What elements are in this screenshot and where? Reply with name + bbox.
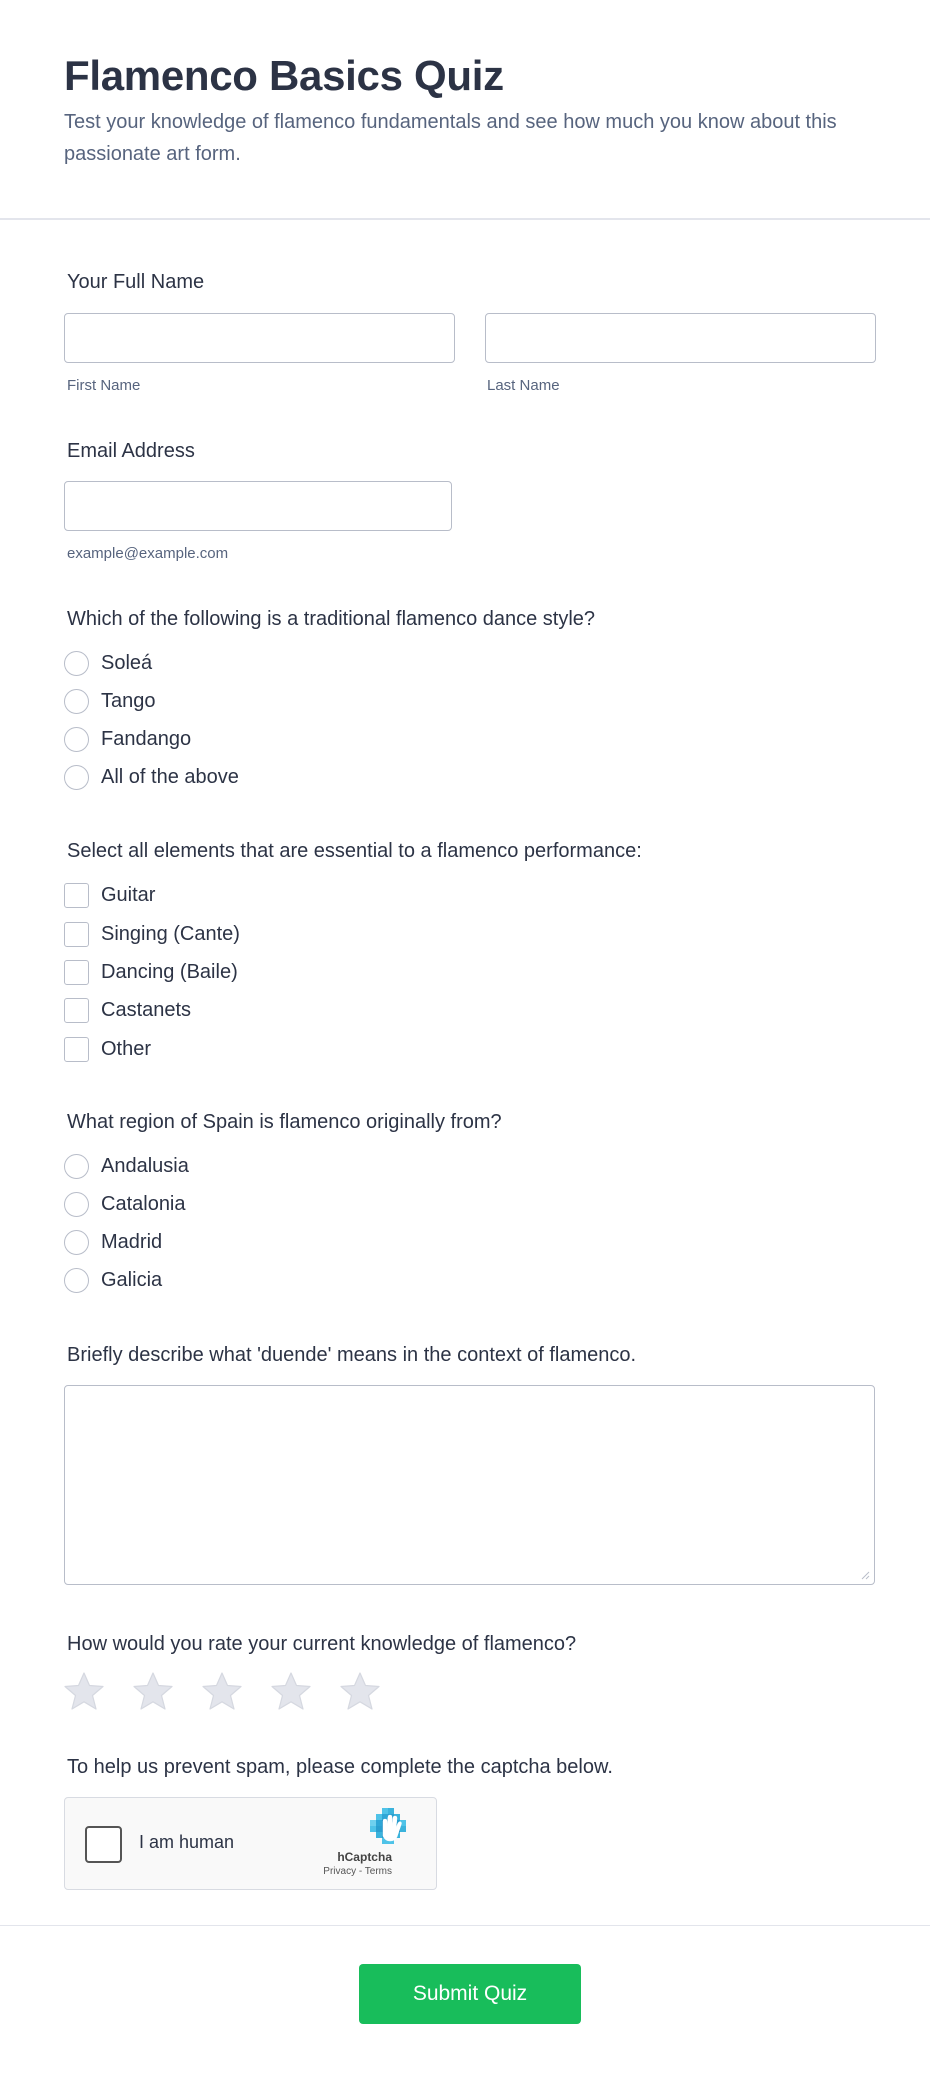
option-label: Fandango (101, 727, 192, 750)
option-label: Tango (101, 689, 156, 712)
form-subtitle: Test your knowledge of flamenco fundamentals and see how much you know about this passionate art form. (64, 111, 837, 165)
option-label: Catalonia (101, 1192, 186, 1215)
duende-textarea[interactable] (64, 1385, 875, 1585)
radio-button[interactable] (64, 689, 89, 714)
email-input[interactable] (64, 481, 452, 531)
option-label: Dancing (Baile) (101, 960, 238, 983)
option-label: Andalusia (101, 1154, 189, 1177)
checkbox[interactable] (64, 998, 89, 1023)
checkbox[interactable] (64, 922, 89, 947)
form-title: Flamenco Basics Quiz (64, 52, 504, 99)
star-icon[interactable] (201, 1671, 243, 1711)
footer-divider (0, 1925, 930, 1926)
checkbox-option-dancing[interactable] (64, 958, 238, 986)
radio-option-tango[interactable] (64, 687, 156, 715)
full-name-label: Your Full Name (67, 271, 205, 293)
first-name-input[interactable] (64, 313, 455, 363)
checkbox-option-guitar[interactable] (64, 881, 155, 909)
checkbox[interactable] (64, 883, 89, 908)
checkbox-option-singing[interactable] (64, 920, 240, 948)
hcaptcha-logo-icon (370, 1808, 410, 1848)
captcha-links[interactable]: Privacy - Terms (323, 1866, 392, 1877)
option-label: Guitar (101, 883, 156, 906)
option-label: Soleá (101, 651, 153, 674)
radio-option-galicia[interactable] (64, 1266, 162, 1294)
question-region: What region of Spain is flamenco originally from? (67, 1111, 502, 1133)
captcha-label: To help us prevent spam, please complete the captcha below. (67, 1756, 613, 1778)
option-label: Castanets (101, 998, 192, 1021)
question-dance-style: Which of the following is a traditional flamenco dance style? (67, 608, 596, 630)
radio-option-all[interactable] (64, 763, 239, 791)
radio-button[interactable] (64, 727, 89, 752)
form-header (0, 0, 930, 220)
radio-button[interactable] (64, 1230, 89, 1255)
option-label: Singing (Cante) (101, 922, 240, 945)
last-name-input[interactable] (485, 313, 876, 363)
radio-option-solea[interactable] (64, 649, 152, 677)
email-label: Email Address (67, 440, 195, 462)
radio-option-madrid[interactable] (64, 1228, 162, 1256)
radio-option-andalusia[interactable] (64, 1152, 189, 1180)
radio-button[interactable] (64, 1154, 89, 1179)
star-icon[interactable] (339, 1671, 381, 1711)
radio-option-catalonia[interactable] (64, 1190, 186, 1218)
resize-handle-icon[interactable] (860, 1570, 870, 1580)
radio-button[interactable] (64, 1192, 89, 1217)
question-rating: How would you rate your current knowledge of flamenco? (67, 1633, 577, 1655)
captcha-brand: hCaptcha (337, 1850, 392, 1864)
captcha-widget (64, 1797, 437, 1890)
submit-button[interactable]: Submit Quiz (359, 1964, 581, 2024)
checkbox-option-other[interactable] (64, 1035, 151, 1063)
radio-button[interactable] (64, 1268, 89, 1293)
star-icon[interactable] (63, 1671, 105, 1711)
captcha-checkbox-label: I am human (139, 1832, 235, 1852)
option-label: All of the above (101, 765, 239, 788)
star-icon[interactable] (132, 1671, 174, 1711)
question-duende: Briefly describe what 'duende' means in the context of flamenco. (67, 1344, 637, 1366)
first-name-sublabel: First Name (67, 377, 141, 394)
question-essential-elements: Select all elements that are essential to a flamenco performance: (67, 840, 642, 862)
checkbox[interactable] (64, 1037, 89, 1062)
option-label: Madrid (101, 1230, 163, 1253)
checkbox[interactable] (64, 960, 89, 985)
star-icon[interactable] (270, 1671, 312, 1711)
last-name-sublabel: Last Name (487, 377, 560, 394)
email-sublabel: example@example.com (67, 545, 229, 562)
radio-option-fandango[interactable] (64, 725, 191, 753)
option-label: Other (101, 1037, 152, 1060)
option-label: Galicia (101, 1268, 163, 1291)
checkbox-option-castanets[interactable] (64, 996, 191, 1024)
radio-button[interactable] (64, 765, 89, 790)
radio-button[interactable] (64, 651, 89, 676)
